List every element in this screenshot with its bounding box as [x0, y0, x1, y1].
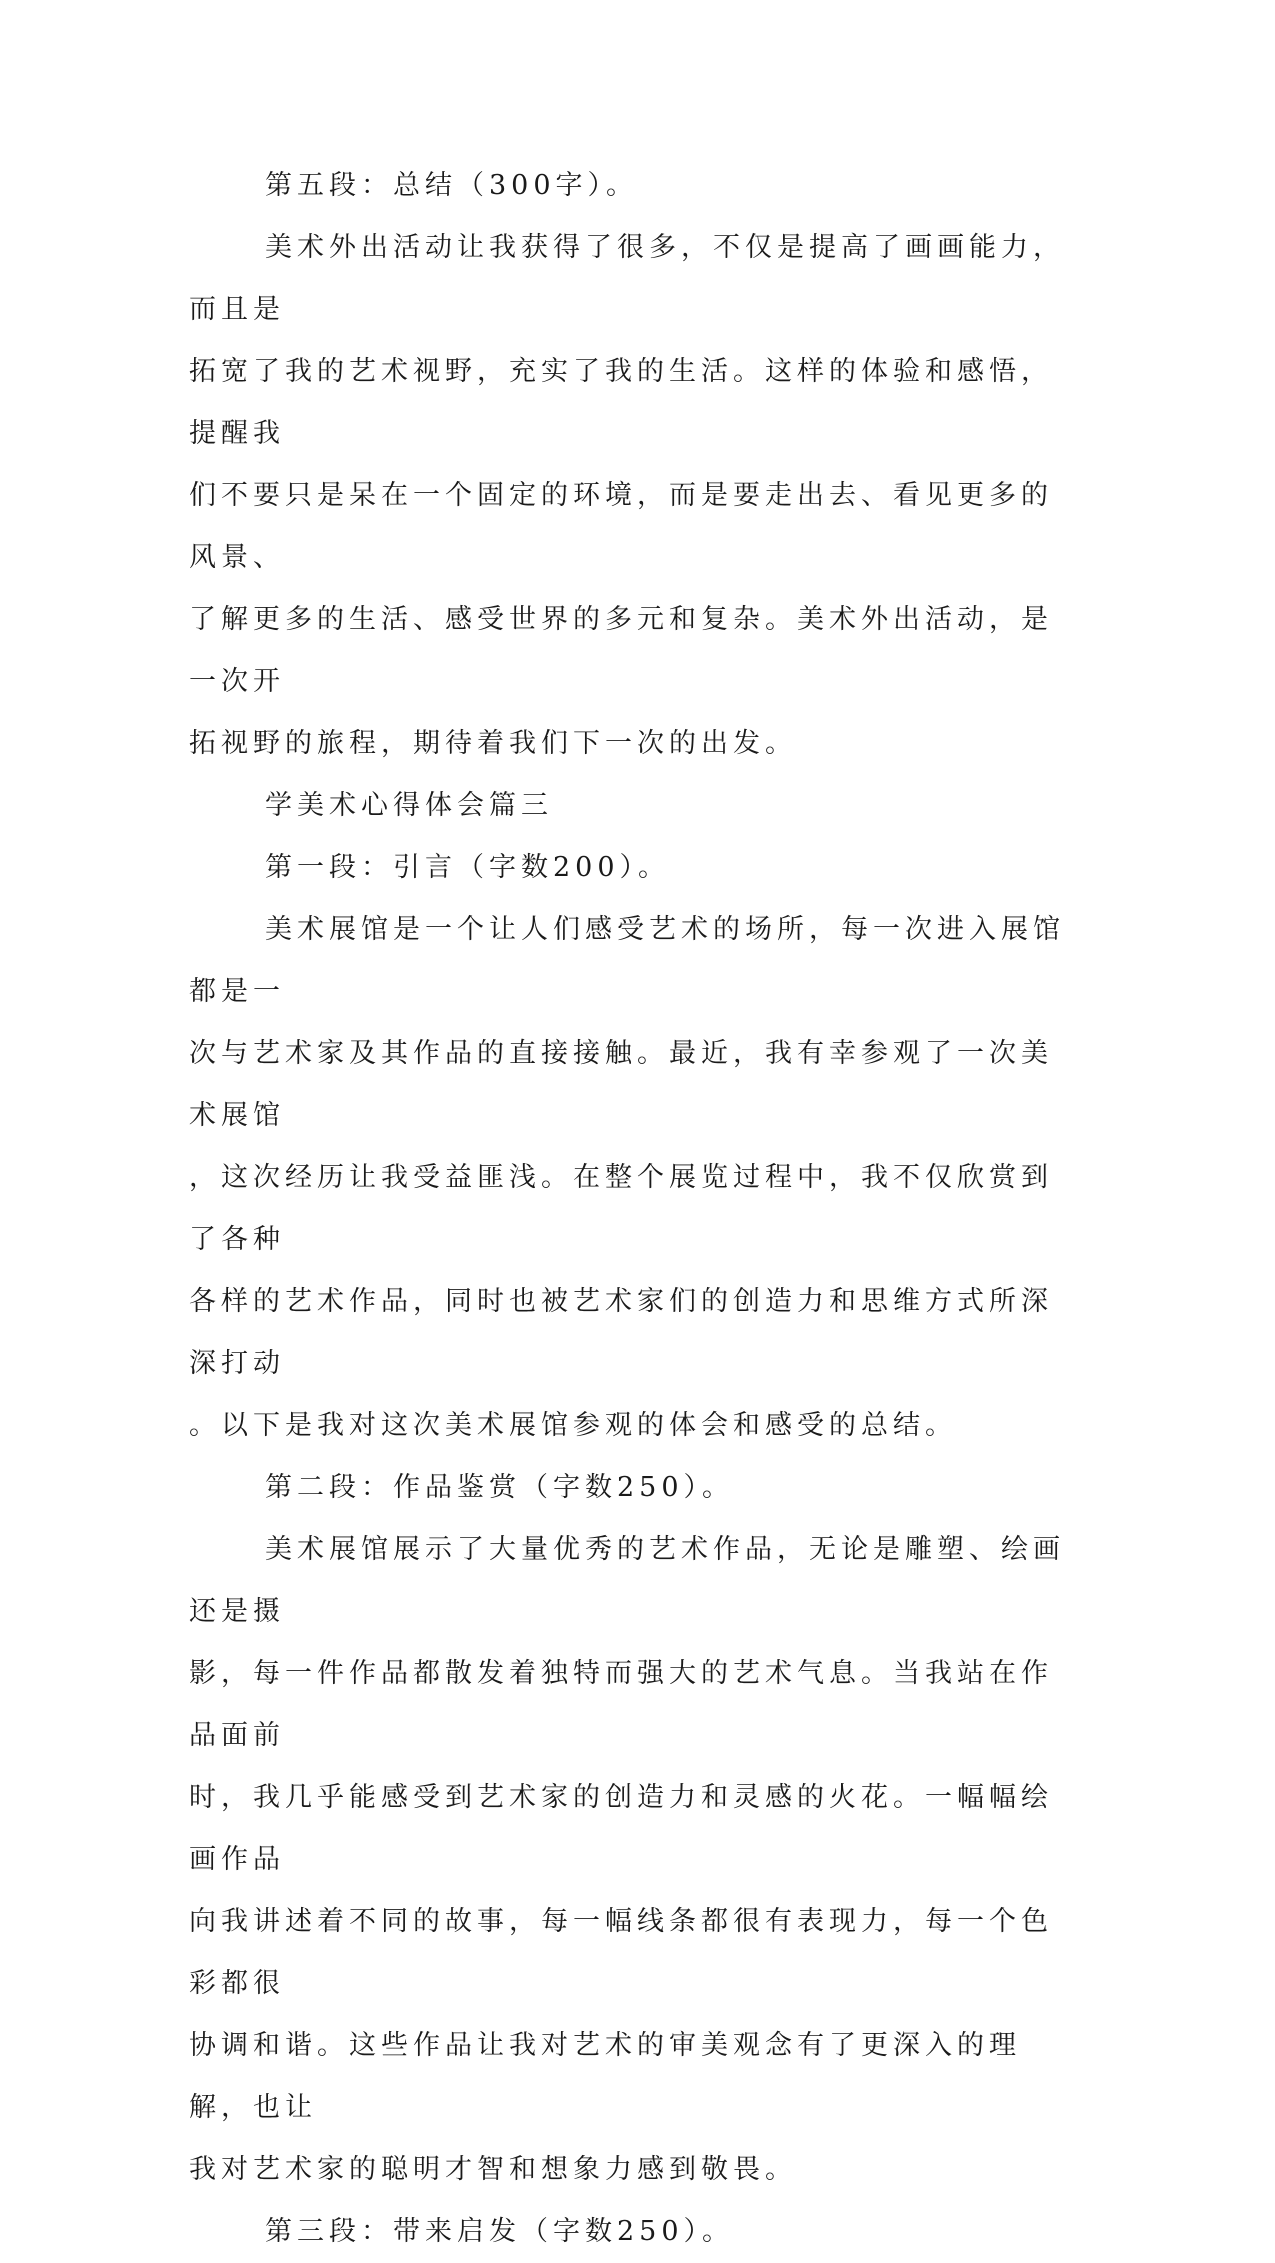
text-line: 拓宽了我的艺术视野，充实了我的生活。这样的体验和感悟，提醒我	[189, 356, 1053, 449]
text-line: 次与艺术家及其作品的直接接触。最近，我有幸参观了一次美术展馆	[189, 1038, 1053, 1131]
section-heading: 第五段：总结（300字）。	[265, 170, 639, 201]
text-line: 各样的艺术作品，同时也被艺术家们的创造力和思维方式所深深打动	[189, 1286, 1053, 1379]
text-line: 向我讲述着不同的故事，每一幅线条都很有表现力，每一个色彩都很	[189, 1906, 1053, 1999]
text-line: 美术外出活动让我获得了很多，不仅是提高了画画能力，而且是	[189, 232, 1065, 325]
paragraph	[189, 217, 1069, 775]
paragraph	[189, 1519, 1069, 2201]
text-line: 们不要只是呆在一个固定的环境，而是要走出去、看见更多的风景、	[189, 480, 1053, 573]
text-line: 了解更多的生活、感受世界的多元和复杂。美术外出活动，是一次开	[189, 604, 1053, 697]
section-heading: 第一段：引言（字数200）。	[265, 852, 671, 883]
text-line: 影，每一件作品都散发着独特而强大的艺术气息。当我站在作品面前	[189, 1658, 1053, 1751]
text-line: 我对艺术家的聪明才智和想象力感到敬畏。	[189, 2154, 797, 2185]
section-title: 学美术心得体会篇三	[265, 790, 553, 821]
text-line: ，这次经历让我受益匪浅。在整个展览过程中，我不仅欣赏到了各种	[189, 1162, 1053, 1255]
text-line: 拓视野的旅程，期待着我们下一次的出发。	[189, 728, 797, 759]
text-line: 美术展馆是一个让人们感受艺术的场所，每一次进入展馆都是一	[189, 914, 1065, 1007]
text-line: 时，我几乎能感受到艺术家的创造力和灵感的火花。一幅幅绘画作品	[189, 1782, 1053, 1875]
text-line: 美术展馆展示了大量优秀的艺术作品，无论是雕塑、绘画还是摄	[189, 1534, 1065, 1627]
section-heading: 第三段：带来启发（字数250）。	[265, 2216, 735, 2247]
document-body	[189, 155, 1069, 2263]
text-line: 。以下是我对这次美术展馆参观的体会和感受的总结。	[189, 1410, 957, 1441]
paragraph	[189, 899, 1069, 1457]
section-heading: 第二段：作品鉴赏（字数250）。	[265, 1472, 735, 1503]
text-line: 协调和谐。这些作品让我对艺术的审美观念有了更深入的理解，也让	[189, 2030, 1021, 2123]
